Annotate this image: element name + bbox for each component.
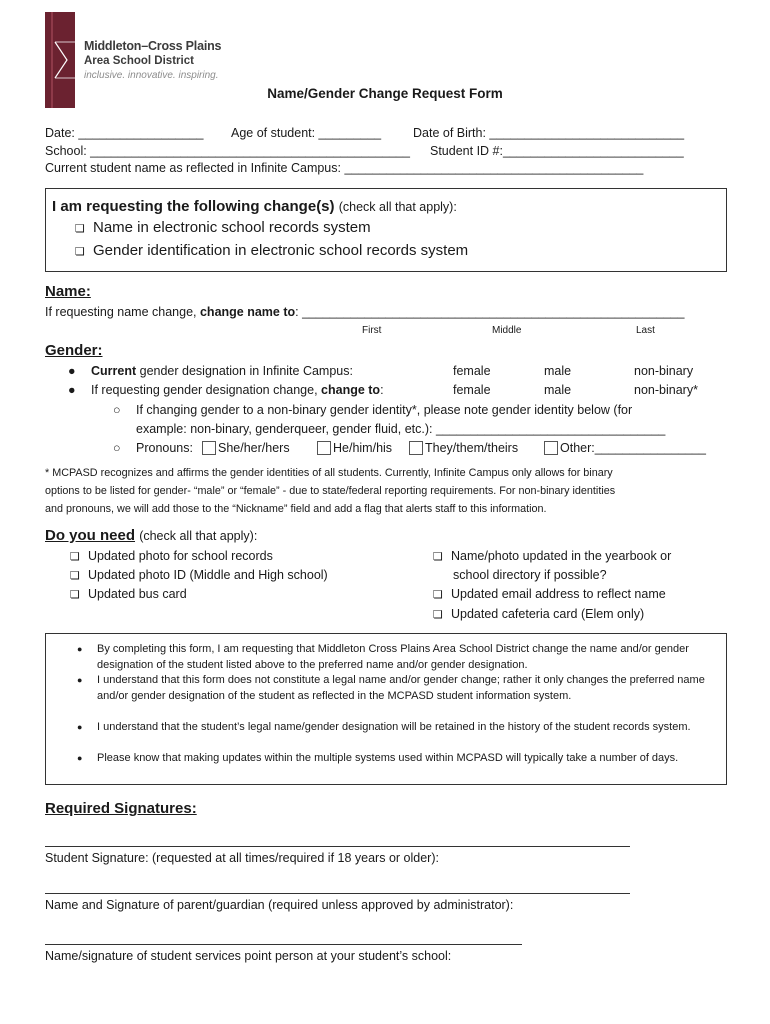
signatures-heading: Required Signatures: [45,800,197,817]
district-name-line1: Middleton–Cross Plains [84,39,222,53]
checkbox-icon[interactable] [202,441,216,455]
services-signature-line[interactable] [45,944,522,945]
district-tagline: inclusive. innovative. inspiring. [84,70,219,81]
checkbox-icon[interactable]: ❏ [433,588,443,601]
change-option-nonbinary[interactable]: non-binary* [634,383,698,397]
need-item-cafeteria[interactable] [433,607,644,621]
need-item-email[interactable] [433,587,666,601]
nonbinary-identity-field[interactable]: example: non-binary, genderqueer, gender fluid, etc.): _________________________________ [136,422,666,436]
current-bold: Current [91,364,137,378]
acknowledgement-text: I understand that this form does not constitute a legal name and/or gender change; rather it only changes the preferred name and/or gender designation of the student as reflected in the MCPASD student information system. [97,674,705,702]
services-signature-label: Name/signature of student services point person at your student’s school: [45,949,452,963]
request-item-label: Gender identification in electronic school records system [93,242,469,259]
parent-signature-line[interactable] [45,893,630,894]
student-signature-label: Student Signature: (requested at all times/required if 18 years or older): [45,851,439,865]
checkbox-icon[interactable] [409,441,423,455]
acknowledgement-text: I understand that the student’s legal name/gender designation will be retained in the history of the student records system. [97,721,691,733]
checkbox-icon[interactable]: ❏ [433,550,443,563]
pronoun-option-she[interactable] [202,441,290,455]
footnote-line1: * MCPASD recognizes and affirms the gender identities of all students. Currently, Infinite Campus only allows for binary [45,467,613,479]
checkbox-icon[interactable] [317,441,331,455]
checkbox-icon[interactable] [544,441,558,455]
checkbox-icon[interactable]: ❏ [433,608,443,621]
gender-section-heading: Gender: [45,342,103,359]
student-id-field[interactable]: Student ID #:__________________________ [430,144,684,158]
school-field[interactable]: School: ______________________________________________ [45,144,410,158]
request-item-label: Name in electronic school records system [93,219,371,236]
current-option-female[interactable]: female [453,364,491,378]
pronoun-option-other[interactable] [544,441,706,455]
bullet-dot: ● [77,675,83,685]
pronoun-label: They/them/theirs [425,441,519,455]
pronoun-label: Other:________________ [560,441,706,455]
need-item-yearbook-line2: school directory if possible? [453,568,607,582]
footnote-line2: options to be listed for gender- “male” or “female” - due to state/federal reporting requirements. For non-binary identities [45,485,616,497]
current-name-field[interactable]: Current student name as reflected in Infinite Campus: ___________________________________________ [45,161,644,175]
age-field[interactable]: Age of student: _________ [231,126,382,140]
request-item-name[interactable] [75,219,371,236]
pronouns-label: Pronouns: [136,441,193,455]
change-name-line: : _______________________________________________________ [295,305,685,319]
last-name-caption: Last [636,325,655,336]
need-item-bus-card[interactable] [70,587,187,601]
current-option-nonbinary[interactable]: non-binary [634,364,694,378]
need-heading [45,527,257,544]
request-heading-note: (check all that apply): [338,200,457,214]
need-item-label: Updated bus card [88,587,187,601]
change-post: : [380,383,384,397]
change-pre: If requesting gender designation change, [91,383,322,397]
district-name-line2: Area School District [84,55,194,67]
request-item-gender[interactable] [75,242,468,259]
need-item-label: Updated cafeteria card (Elem only) [451,607,645,621]
change-name-prompt: If requesting name change, [45,305,197,319]
pronoun-option-he[interactable] [317,441,392,455]
pronoun-label: He/him/his [333,441,393,455]
first-name-caption: First [362,325,382,336]
change-option-female[interactable]: female [453,383,491,397]
need-item-photo-id[interactable] [70,568,328,582]
checkbox-icon[interactable]: ❏ [75,245,85,258]
pronoun-option-they[interactable] [409,441,518,455]
checkbox-icon[interactable]: ❏ [70,588,80,601]
need-item-label: Updated photo ID (Middle and High school) [88,568,328,582]
checkbox-icon[interactable]: ❏ [70,550,80,563]
bullet-dot: ● [77,753,83,763]
bullet-dot: ● [77,644,83,654]
sub-bullet-icon: ○ [113,441,121,455]
need-item-label: Updated email address to reflect name [451,587,666,601]
checkbox-icon[interactable]: ❏ [75,222,85,235]
acknowledgement-text: Please know that making updates within the multiple systems used within MCPASD will typically take a number of days. [97,752,679,764]
request-heading-text: I am requesting the following change(s) [52,198,335,215]
name-section-heading: Name: [45,283,91,300]
need-item-yearbook[interactable] [433,549,671,563]
footnote-line3: and pronouns, we will add those to the “Nickname” field and add a flag that alerts staff to this information. [45,503,547,515]
need-item-photo[interactable] [70,549,273,563]
middle-name-caption: Middle [492,325,522,336]
bullet-dot: ● [77,722,83,732]
acknowledgement-text: By completing this form, I am requesting that Middleton Cross Plains Area School District change the name and/or gender designation of the student listed above to the preferred name and/or gender designation. [97,643,689,671]
acknowledgement-item [77,673,719,704]
nonbinary-note-line1: If changing gender to a non-binary gender identity*, please note gender identity below (for [136,403,633,417]
change-bold: change to [321,383,381,397]
current-option-male[interactable]: male [544,364,572,378]
dob-field[interactable]: Date of Birth: ____________________________ [413,126,685,140]
need-heading-text: Do you need [45,527,136,544]
form-title: Name/Gender Change Request Form [267,86,503,101]
request-heading [52,198,457,215]
change-name-field[interactable] [45,305,684,319]
acknowledgement-item [77,642,719,673]
change-option-male[interactable]: male [544,383,572,397]
sub-bullet-icon: ○ [113,403,121,417]
pronoun-label: She/her/hers [218,441,290,455]
change-gender-label [91,383,384,397]
current-gender-label [91,364,353,378]
bullet-dot: ● [68,364,76,378]
acknowledgement-item [77,751,719,767]
checkbox-icon[interactable]: ❏ [70,569,80,582]
current-rest: gender designation in Infinite Campus: [136,364,353,378]
date-field[interactable]: Date: __________________ [45,126,204,140]
parent-signature-label: Name and Signature of parent/guardian (required unless approved by administrator): [45,898,514,912]
need-item-label: Updated photo for school records [88,549,273,563]
bullet-dot: ● [68,383,76,397]
acknowledgement-item [77,720,719,736]
student-signature-line[interactable] [45,846,630,847]
need-heading-note: (check all that apply): [139,529,258,543]
change-name-bold: change name to [199,305,296,319]
need-item-label: Name/photo updated in the yearbook or [451,549,672,563]
